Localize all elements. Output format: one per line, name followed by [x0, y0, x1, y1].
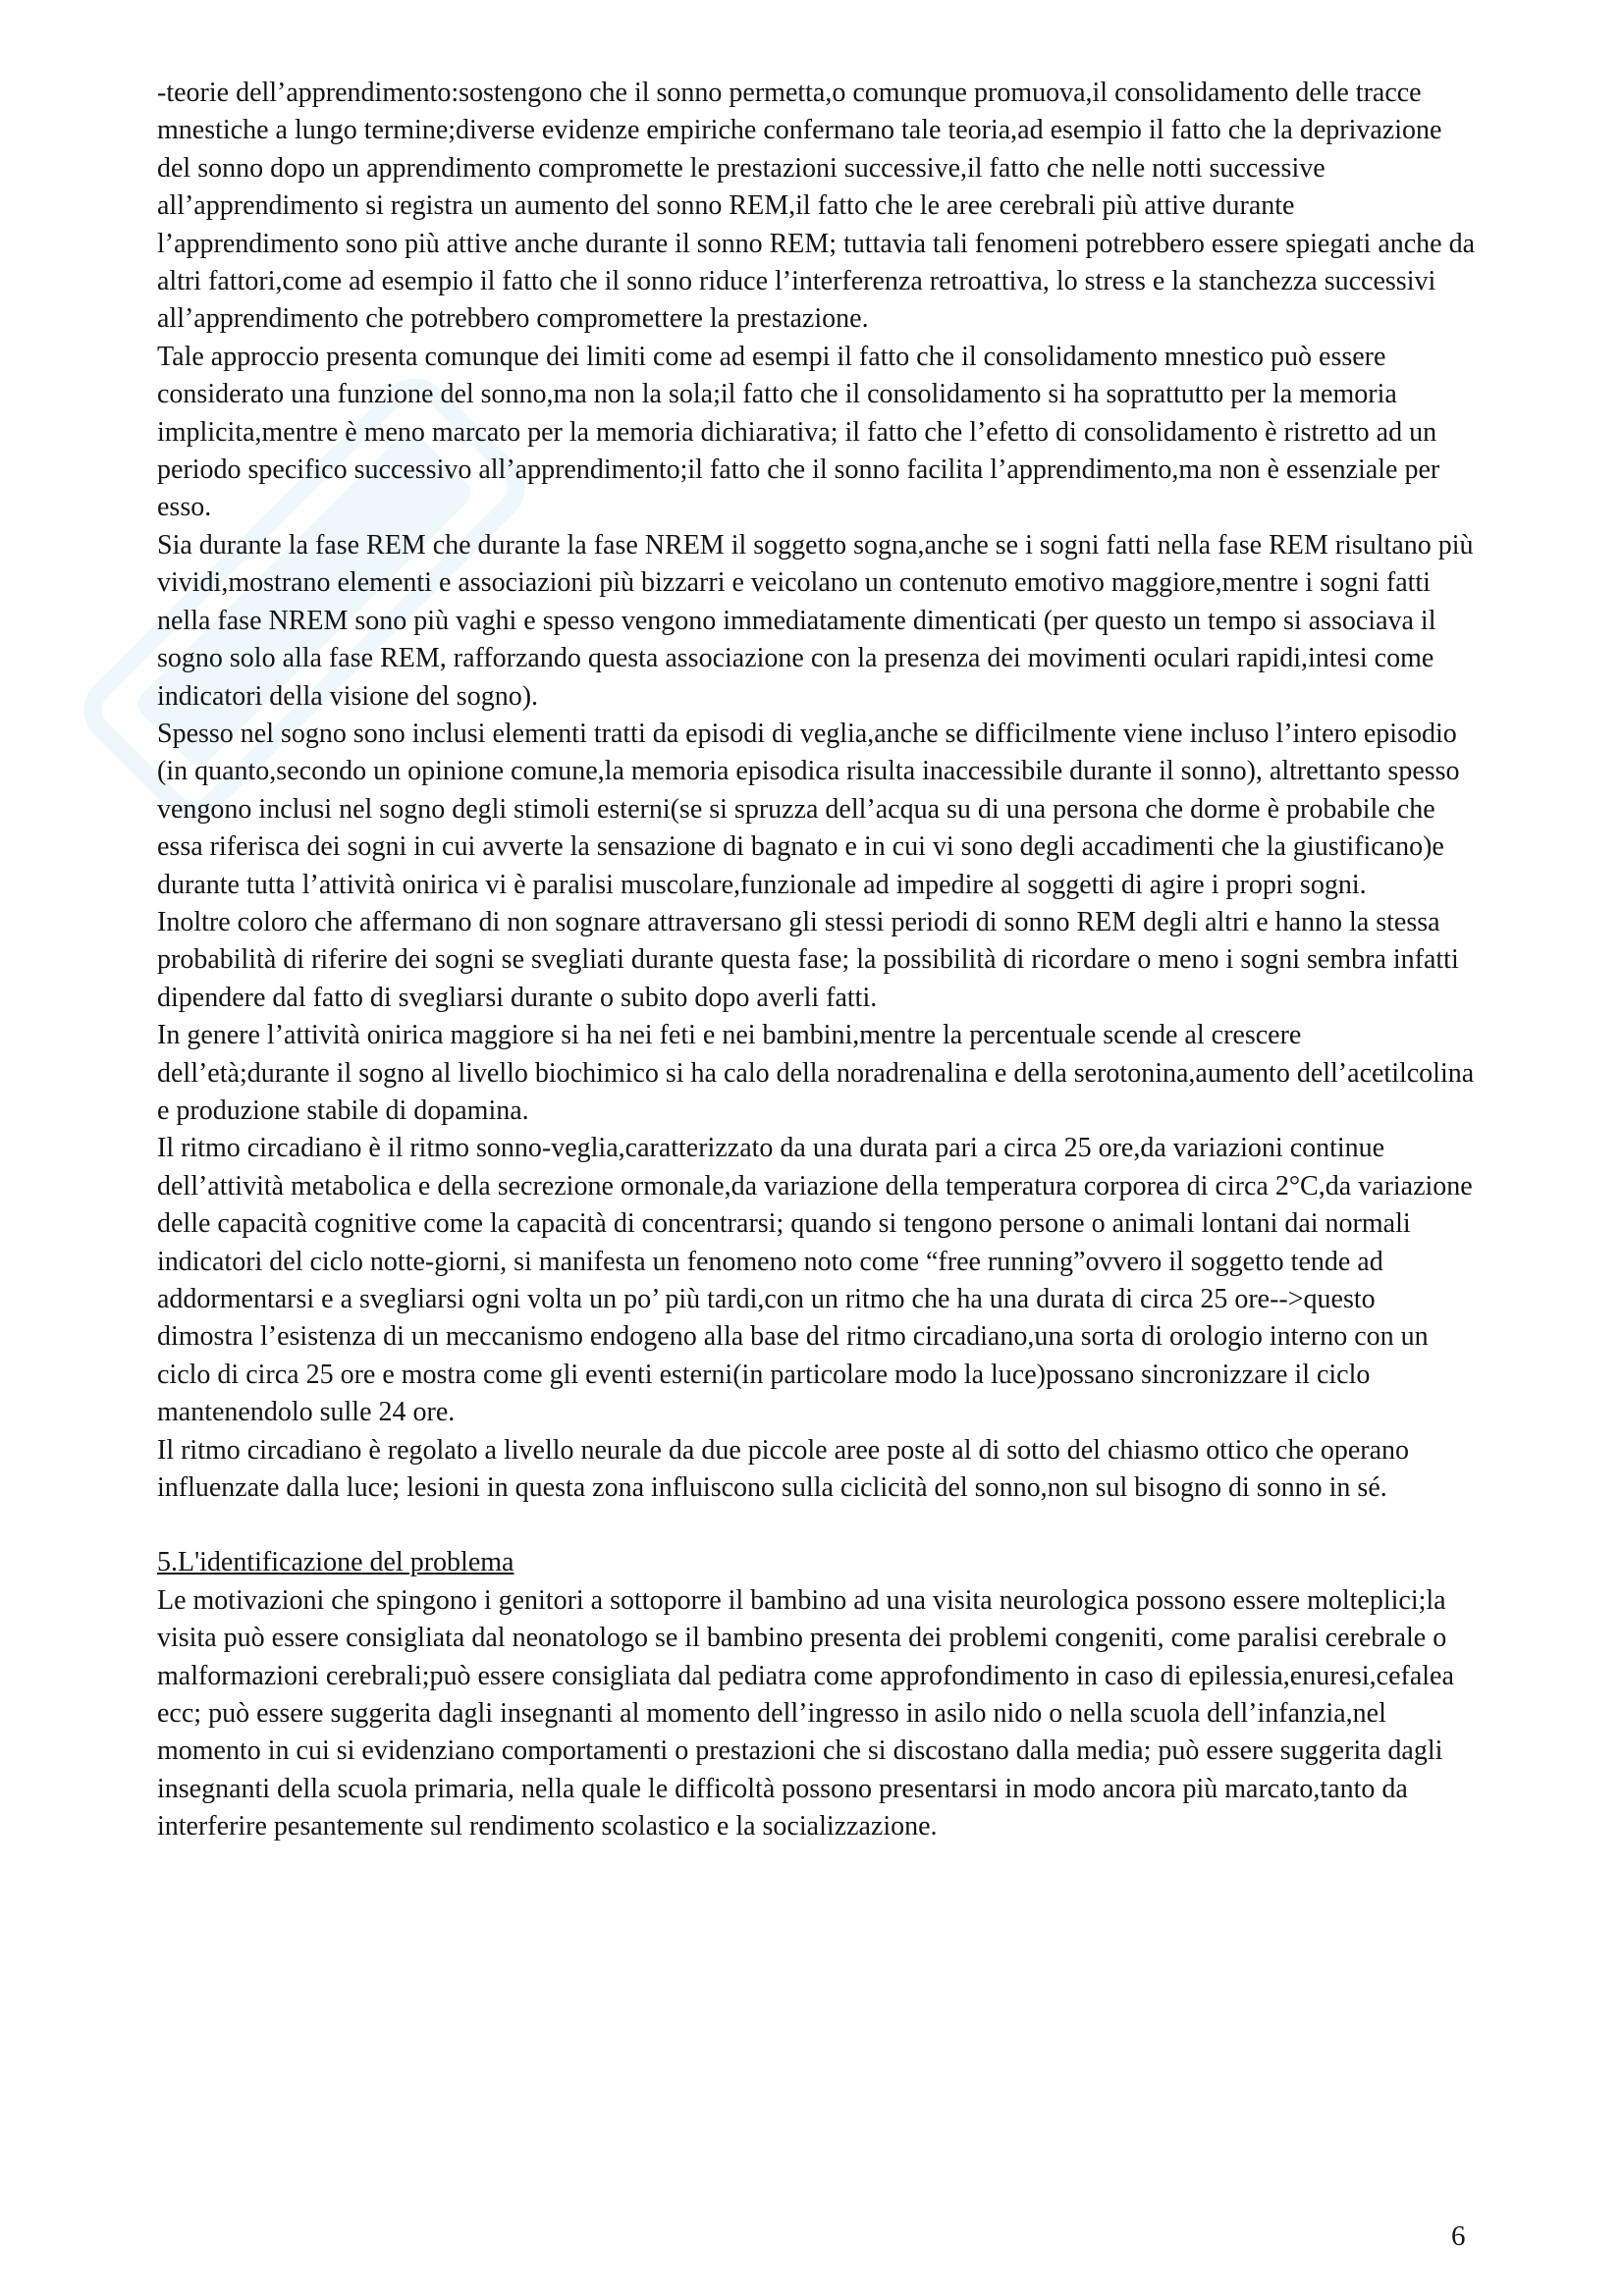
section-title: 5.L'identificazione del problema [157, 1547, 514, 1578]
paragraph-problem-identification: Le motivazioni che spingono i genitori a sottoporre il bambino ad una visita neurologica possono essere molteplici;la visita può essere consigliata dal neonatologo se il bambino presenta dei problemi congeniti, come paralisi cerebrale o malformazioni cerebrali;può essere consigliata dal pediatra come approfondimento in caso di epilessia,enuresi,cefalea ecc; può essere suggerita dagli insegnanti al momento dell’ingresso in asilo nido o nella scuola dell’infanzia,nel momento in cui si evidenziano comportamenti o prestazioni che si discostano dalla media; può essere suggerita dagli insegnanti della scuola primaria, nella quale le difficoltà possono presentarsi in modo ancora più marcato,tanto da interferire pesantemente sul rendimento scolastico e la socializzazione. [157, 1584, 1454, 1842]
paragraph-circadian-rhythm: Il ritmo circadiano è il ritmo sonno-veglia,caratterizzato da una durata pari a circa 25 ore,da variazioni continue dell’attività metabolica e della secrezione ormonale,da variazione della temperatura corporea di circa 2°C,da variazione delle capacità cognitive come la capacità di concentrarsi; quando si tengono persone o animali lontani dai normali indicatori del ciclo notte-giorni, si manifesta un fenomeno noto come “free running”ovvero il soggetto tende ad addormentarsi e a svegliarsi ogni volta un po’ più tardi,con un ritmo che ha una durata di circa 25 ore-->questo dimostra l’esistenza di un meccanismo endogeno alla base del ritmo circadiano,una sorta di orologio interno con un ciclo di circa 25 ore e mostra come gli eventi esterni(in particolare modo la luce)possano sincronizzare il ciclo mantenendolo sulle 24 ore. [157, 1133, 1473, 1428]
paragraph-circadian-regulation: Il ritmo circadiano è regolato a livello neurale da due piccole aree poste al di sotto del chiasmo ottico che operano influenzate dalla luce; lesioni in questa zona influiscono sulla ciclicità del sonno,non sul bisogno di sonno in sé. [157, 1434, 1410, 1504]
paragraph-approach-limits: Tale approccio presenta comunque dei limiti come ad esempi il fatto che il consolidamento mnestico può essere considerato una funzione del sonno,ma non la sola;il fatto che il consolidamento si ha soprattutto per la memoria implicita,mentre è meno marcato per la memoria dichiarativa; il fatto che l’efetto di consolidamento è ristretto ad un periodo specifico successivo all’apprendimento;il fatto che il sonno facilita l’apprendimento,ma non è essenziale per esso. [157, 341, 1440, 523]
paragraph-dream-content: Spesso nel sogno sono inclusi elementi tratti da episodi di veglia,anche se difficilmente viene incluso l’intero episodio (in quanto,secondo un opinione comune,la memoria episodica risulta inaccessibile durante il sonno), altrettanto spesso vengono inclusi nel sogno degli stimoli esterni(se si spruzza dell’acqua su di una persona che dorme è probabile che essa riferisca dei sogni in cui avverte la sensazione di bagnato e in cui vi sono degli accadimenti che la giustificano)e durante tutta l’attività onirica vi è paralisi muscolare,funzionale ad impedire al soggetti di agire i propri sogni. [157, 718, 1460, 900]
paragraph-rem-nrem-dreams: Sia durante la fase REM che durante la fase NREM il soggetto sogna,anche se i sogni fatti nella fase REM risultano più vividi,mostrano elementi e associazioni più bizzarri e veicolano un contenuto emotivo maggiore,mentre i sogni fatti nella fase NREM sono più vaghi e spesso vengono immediatamente dimenticati (per questo un tempo si associava il sogno solo alla fase REM, rafforzando questa associazione con la presenza dei movimenti oculari rapidi,intesi come indicatori della visione del sogno). [157, 529, 1474, 712]
paragraph-learning-theories: -teorie dell’apprendimento:sostengono che il sonno permetta,o comunque promuova,il consolidamento delle tracce mnestiche a lungo termine;diverse evidenze empiriche confermano tale teoria,ad esempio il fatto che la deprivazione del sonno dopo un apprendimento compromette le prestazioni successive,il fatto che nelle notti successive all’apprendimento si registra un aumento del sonno REM,il fatto che le aree cerebrali più attive durante l’apprendimento sono più attive anche durante il sonno REM; tuttavia tali fenomeni potrebbero essere spiegati anche da altri fattori,come ad esempio il fatto che il sonno riduce l’interferenza retroattiva, lo stress e la stanchezza successivi all’apprendimento che potrebbero compromettere la prestazione. [157, 78, 1476, 335]
paragraph-dream-activity-age: In genere l’attività onirica maggiore si ha nei feti e nei bambini,mentre la percentuale scende al crescere dell’età;durante il sogno al livello biochimico si ha calo della noradrenalina e della serotonina,aumento dell’acetilcolina e produzione stabile di dopamina. [157, 1020, 1475, 1126]
document-body [157, 75, 1478, 1846]
page-number: 6 [1451, 2220, 1466, 2252]
paragraph-non-dreamers: Inoltre coloro che affermano di non sognare attraversano gli stessi periodi di sonno REM degli altri e hanno la stessa probabilità di riferire dei sogni se svegliati durante questa fase; la possibilità di ricordare o meno i sogni sembra infatti dipendere dal fatto di svegliarsi durante o subito dopo averli fatti. [157, 906, 1459, 1013]
